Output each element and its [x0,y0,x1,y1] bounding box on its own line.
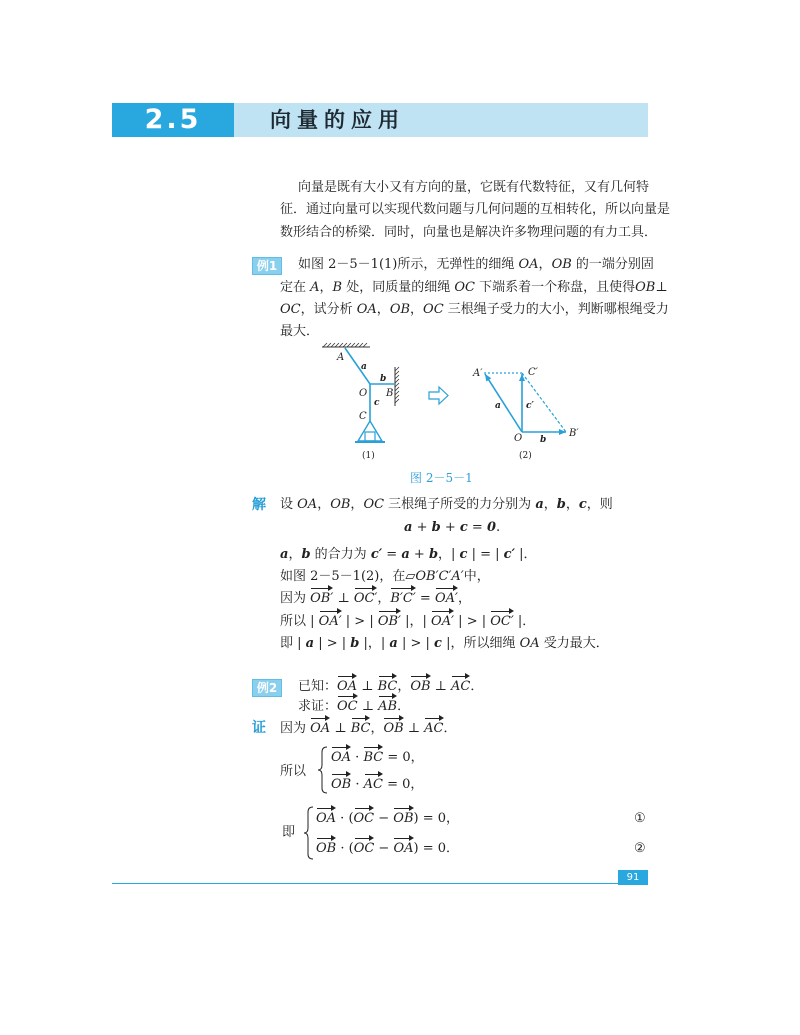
vector-symbol: OC′ [490,614,514,629]
math-variable: OA [519,636,540,651]
so-label: 所以 [280,764,307,779]
text-run: = 0， [383,750,424,765]
diagram-1-tag: (1) [362,451,375,461]
text-run: = [467,520,487,535]
text-run: ，| [438,547,460,562]
vector-symbol: B′C′ [390,591,416,606]
equation-marker: ① [634,811,646,826]
math-variable: OC [423,302,444,317]
vector-symbol: AC [363,777,383,792]
rope-diagram [322,343,399,461]
text-run: | > | [397,636,435,651]
bold-vector: c [434,636,442,651]
text-run: 处，同质量的细绳 [342,280,455,295]
text-run: ， [543,497,557,512]
text-run: · [351,777,364,792]
text-run: . [496,520,501,535]
bold-vector: c [459,520,468,535]
vector-symbol: OA [316,811,337,826]
vector-symbol: OC′ [353,591,378,606]
label-b: b [380,374,387,384]
text-run: ． [443,721,457,736]
label-b: b [540,435,547,445]
text-run: · [351,750,364,765]
vector-oa [485,374,522,432]
text-run: ， [538,257,552,272]
text-run: | > | [454,614,491,629]
text-run: ， [377,591,391,606]
vector-symbol: AC [451,679,471,694]
vector-symbol: OB [383,721,404,736]
text-run: 中， [463,569,490,584]
vector-symbol: OA [393,841,414,856]
text-run: ，则 [586,497,613,512]
solution-label: 解 [252,497,266,513]
example-1-line [298,256,654,274]
math-variable: OB [389,302,411,317]
label-O: O [359,388,368,399]
system-line [331,749,424,767]
page-number: 91 [618,870,648,885]
section-title: 向量的应用 [270,108,405,132]
math-variable: OA [297,497,318,512]
text-run: |． [515,547,537,562]
scale-weight [365,432,375,441]
text-run: ⊥ [655,280,668,295]
text-run: ⊥ [430,679,452,694]
text-run: + [412,520,432,535]
text-run: − [374,811,394,826]
system-line [331,776,423,794]
math-variable: OC [363,497,385,512]
transform-arrow-icon [429,387,448,404]
section-number-box [112,103,234,137]
text-run: ， [317,497,331,512]
bold-vector: c′ [370,547,383,562]
intro-line: 征．通过向量可以实现代数问题与几何问题的互相转化，所以向量是 [280,202,671,217]
label-a: a [361,362,367,372]
example-1-line [280,279,668,297]
text-run: ， [376,302,390,317]
text-run: | > | [341,614,378,629]
text-run: 设 [280,497,298,512]
vector-symbol: OA′ [434,591,458,606]
vector-symbol: OB′ [377,614,402,629]
bold-vector: 0 [486,520,497,535]
bold-vector: a [280,547,289,562]
text-run: 定在 [280,280,311,295]
system-line [316,840,459,858]
solution-equation [404,519,500,537]
text-run: ， [410,302,424,317]
text-run: ⊥ [403,721,425,736]
text-run: ， [288,547,302,562]
text-run: ， [397,679,411,694]
vector-symbol: OC [353,841,375,856]
text-run: ， [370,721,384,736]
bold-vector: a [305,636,315,651]
text-run: 因为 [280,591,311,606]
bold-vector: a [401,547,410,562]
bold-vector: b [428,547,439,562]
text-run: 如图 2－5－1(2)，在▱ [280,569,416,584]
intro-line: 向量是既有大小又有方向的量，它既有代数特征，又有几何特 [298,180,650,195]
label-O: O [514,433,523,444]
vector-symbol: OB [393,811,414,826]
vector-symbol: OA′ [318,614,342,629]
math-variable: OB [330,497,351,512]
math-variable: A [310,280,320,295]
math-variable: B [332,280,343,295]
text-run: |，所以细绳 [441,636,520,651]
figure-2-5-1 [310,335,600,470]
text-run: + [440,520,460,535]
text-run: 最大． [280,324,320,339]
bold-vector: c′ [503,547,515,562]
wall-hatch [395,367,399,403]
text-run: |，| [359,636,390,651]
footer-rule [112,883,618,884]
equation-marker: ② [634,841,646,856]
scale-pan [358,421,382,441]
text-run: 下端系着一个称盘，且使得 [474,280,636,295]
label-B: B [386,388,394,399]
text-run: | > | [314,636,351,651]
text-run: ⊥ [333,591,354,606]
solution-line [280,613,535,631]
text-run: ， [565,497,579,512]
text-run: ． [397,699,411,714]
proof-label: 证 [252,720,266,736]
left-brace-icon [304,806,314,860]
bold-vector: a [535,497,544,512]
text-run: 的合力为 [310,547,371,562]
bold-vector: c [578,497,587,512]
system-line [316,810,459,828]
bold-vector: b [431,520,441,535]
math-variable: OB [635,280,656,295]
text-run: = 0， [382,777,424,792]
math-variable: OB [551,257,572,272]
force-parallelogram [472,367,579,461]
text-run: 受力最大． [539,636,609,651]
text-run: · ( [336,841,354,856]
text-run: |，| [401,614,432,629]
bold-vector: a [404,520,413,535]
text-run: ． [470,679,484,694]
label-c-prime: c′ [526,401,534,411]
solution-line [280,635,609,653]
vector-symbol: OB′ [310,591,334,606]
label-C: C [359,411,367,422]
vector-symbol: BC [350,721,371,736]
text-run: ， [457,591,471,606]
bold-vector: c [459,547,468,562]
math-variable: OB′C′A′ [415,569,464,584]
vector-symbol: AC [424,721,444,736]
label-C-prime: C′ [528,367,538,378]
bold-vector: b [350,636,360,651]
text-run: 已知： [298,679,338,694]
text-run: 即 | [280,636,306,651]
intro-line: 数形结合的桥梁．同时，向量也是解决许多物理问题的有力工具． [280,225,658,240]
left-brace-icon [318,746,328,794]
figure-caption: 图 2－5－1 [410,471,473,485]
text-run: 三根绳子所受的力分别为 [384,497,536,512]
solution-line [280,496,613,514]
vector-symbol: OC [337,699,358,714]
vector-symbol: OA [337,679,358,694]
math-variable: OA [518,257,539,272]
vector-symbol: BC [377,679,398,694]
text-run: ，试分析 [300,302,357,317]
vector-symbol: OC [353,811,375,826]
bold-vector: a [389,636,398,651]
vector-symbol: AB [378,699,398,714]
solution-line [280,568,490,586]
math-variable: OA [356,302,377,317]
text-run: = [382,547,402,562]
text-run: ⊥ [357,679,378,694]
text-run: 所以 | [280,614,319,629]
section-title-bar [234,103,648,137]
text-run: 因为 [280,721,311,736]
label-B-prime: B′ [569,428,579,439]
solution-line [280,546,537,564]
vector-symbol: OA [310,721,331,736]
text-run: |． [513,614,536,629]
text-run: ) = 0， [413,811,460,826]
text-run: 的一端分别固 [571,257,654,272]
vector-symbol: OA [331,750,352,765]
text-run: 三根绳子受力的大小，判断哪根绳受力 [443,302,669,317]
section-number: 2.5 [144,104,202,135]
text-run: ， [319,280,333,295]
example-1-tag: 例1 [252,257,282,275]
text-run: = [415,591,435,606]
text-run: ， [350,497,364,512]
ie-label: 即 [282,825,296,840]
label-a: a [495,401,501,411]
text-run: ⊥ [357,699,379,714]
vector-symbol: BC [363,750,384,765]
example-1-line [280,301,669,319]
text-run: ) = 0． [413,841,460,856]
example-2-prove [298,698,410,716]
label-A: A [337,352,345,363]
label-A-prime: A′ [473,368,483,379]
bold-vector: b [556,497,566,512]
diagram-2-tag: (2) [519,451,532,461]
ceiling-hatch [323,343,367,347]
vector-symbol: OB [410,679,431,694]
text-run: 如图 2－5－1(1)所示，无弹性的细绳 [298,257,519,272]
text-run: · ( [336,811,354,826]
solution-line [280,590,471,608]
math-variable: OC [280,302,301,317]
example-2-given [298,678,483,696]
bold-vector: b [301,547,311,562]
text-run: − [374,841,394,856]
text-run: | = | [467,547,504,562]
math-variable: OC [454,280,475,295]
vector-symbol: OB [331,777,352,792]
proof-line [280,720,457,738]
text-run: 求证： [298,699,338,714]
text-run: ⊥ [330,721,351,736]
vector-symbol: OA′ [431,614,455,629]
label-c: c [374,398,380,408]
example-2-tag: 例2 [252,679,282,697]
vector-symbol: OB [316,841,337,856]
text-run: + [409,547,429,562]
